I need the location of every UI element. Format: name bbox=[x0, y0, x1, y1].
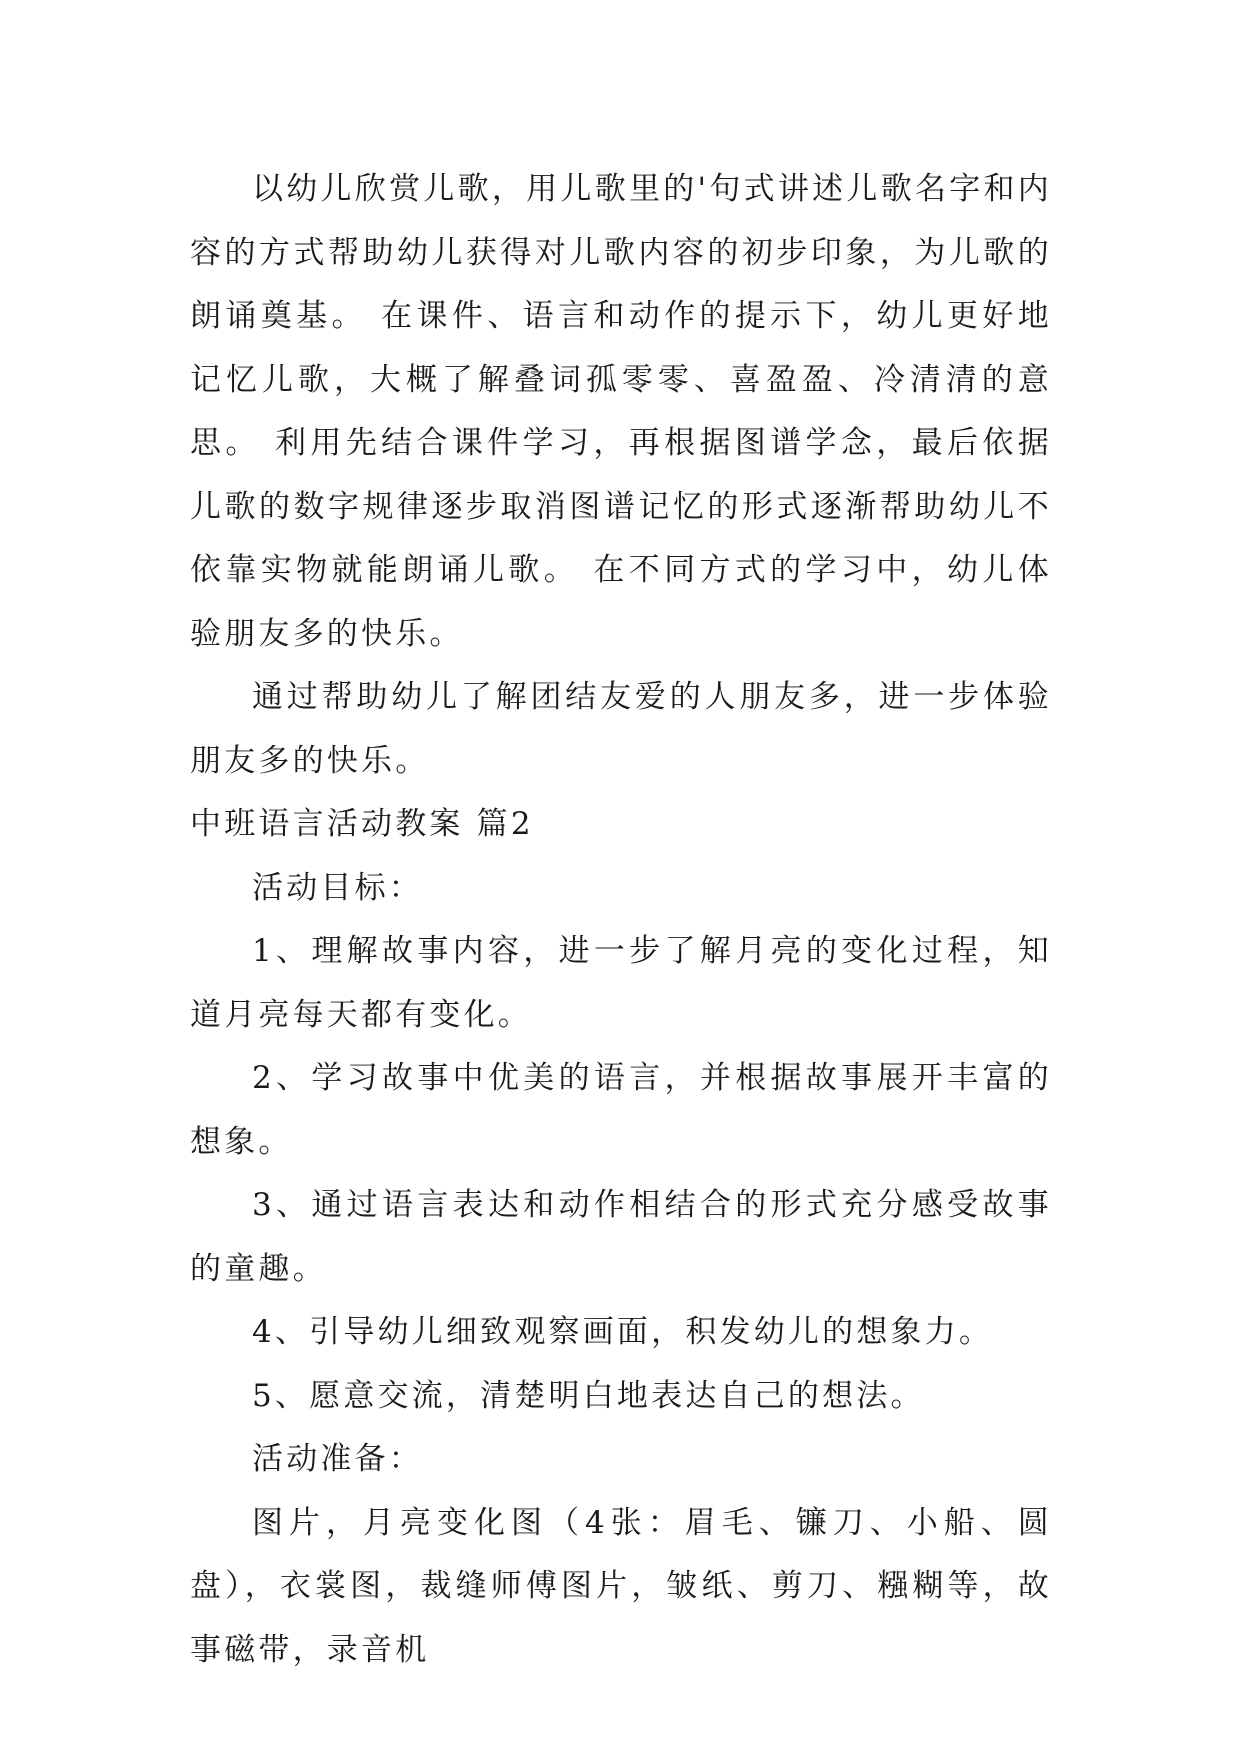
document-body bbox=[190, 158, 1052, 1682]
prep-text: 图片，月亮变化图（4张：眉毛、镰刀、小船、圆盘），衣裳图，裁缝师傅图片，皱纸、剪刀、糨糊等，故事磁带，录音机 bbox=[190, 1504, 1052, 1668]
goal-item: 2、学习故事中优美的语言，并根据故事展开丰富的想象。 bbox=[190, 1060, 1052, 1160]
goal-item: 1、理解故事内容，进一步了解月亮的变化过程，知道月亮每天都有变化。 bbox=[190, 933, 1052, 1033]
prep-label: 活动准备： bbox=[252, 1441, 423, 1477]
summary-paragraph: 通过帮助幼儿了解团结友爱的人朋友多，进一步体验朋友多的快乐。 bbox=[190, 679, 1052, 779]
intro-paragraph: 以幼儿欣赏儿歌，用儿歌里的'句式讲述儿歌名字和内容的方式帮助幼儿获得对儿歌内容的初步印象，为儿歌的朗诵奠基。 在课件、语言和动作的提示下，幼儿更好地记忆儿歌，大概了解叠词孤零零、喜盈盈、冷清清的意思。 利用先结合课件学习，再根据图谱学念，最后依据儿歌的数字规律逐步取消图谱记忆的形式逐渐帮助幼儿不依靠实物就能朗诵儿歌。 在不同方式的学习中，幼儿体验朋友多的快乐。 bbox=[190, 171, 1052, 652]
goal-item: 5、愿意交流，清楚明白地表达自己的想法。 bbox=[252, 1377, 925, 1414]
goal-item: 3、通过语言表达和动作相结合的形式充分感受故事的童趣。 bbox=[190, 1187, 1052, 1287]
goals-label: 活动目标： bbox=[252, 869, 423, 906]
goal-item: 4、引导幼儿细致观察画面，积发幼儿的想象力。 bbox=[252, 1314, 994, 1350]
section-heading: 中班语言活动教案 篇2 bbox=[190, 806, 534, 842]
